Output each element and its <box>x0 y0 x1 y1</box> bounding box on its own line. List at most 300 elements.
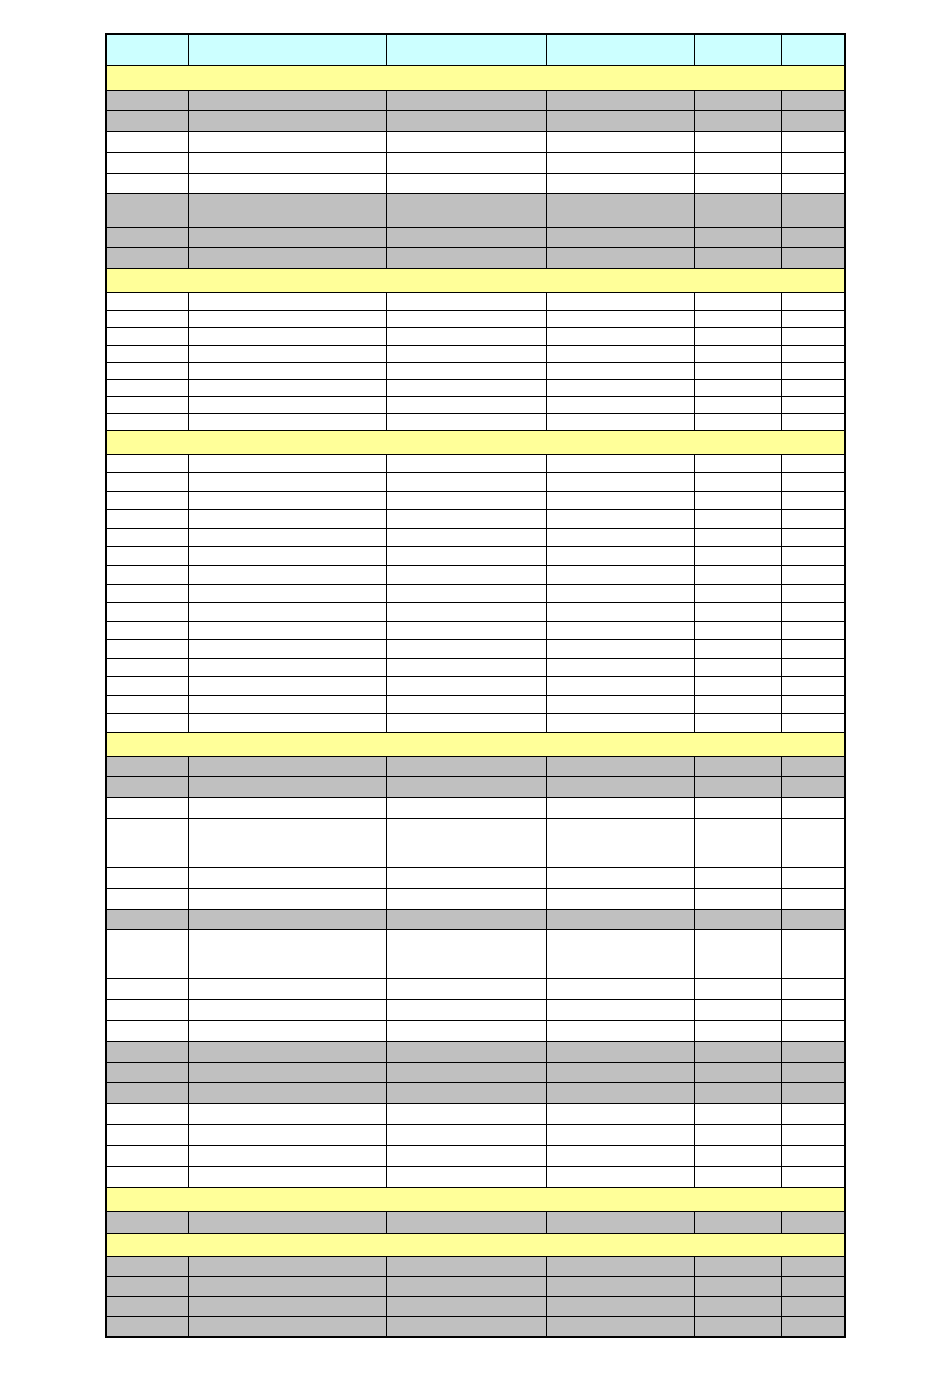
table-cell <box>547 910 695 929</box>
table-cell <box>782 363 846 379</box>
table-cell <box>189 473 387 491</box>
table-cell <box>189 174 387 193</box>
table-cell <box>547 346 695 362</box>
table-cell <box>695 91 782 110</box>
table-row <box>105 889 846 910</box>
table-cell <box>695 174 782 193</box>
table-cell <box>782 248 846 268</box>
table-cell <box>387 1104 547 1124</box>
table-cell <box>387 696 547 713</box>
table-cell <box>782 473 846 491</box>
table-cell <box>695 33 782 65</box>
table-cell <box>695 1277 782 1296</box>
table-row <box>105 363 846 380</box>
table-cell <box>547 1212 695 1233</box>
table-cell <box>782 868 846 888</box>
table-cell <box>189 1125 387 1145</box>
table-cell <box>547 455 695 472</box>
table-cell <box>782 1277 846 1296</box>
spreadsheet-table <box>105 33 846 1338</box>
table-cell <box>782 153 846 173</box>
table-cell <box>105 228 189 247</box>
table-cell <box>189 979 387 999</box>
table-cell <box>387 380 547 396</box>
table-cell <box>189 111 387 131</box>
table-cell <box>387 1063 547 1082</box>
table-cell <box>547 311 695 327</box>
table-cell <box>387 1167 547 1187</box>
table-cell <box>387 397 547 413</box>
table-cell <box>105 529 189 546</box>
table-row <box>105 510 846 529</box>
table-cell <box>695 1125 782 1145</box>
table-cell <box>387 640 547 658</box>
table-row <box>105 1277 846 1297</box>
table-cell <box>105 1021 189 1041</box>
table-cell <box>782 380 846 396</box>
table-cell <box>105 603 189 621</box>
header-row <box>105 33 846 66</box>
table-row <box>105 194 846 228</box>
table-cell <box>387 1297 547 1316</box>
table-cell <box>547 930 695 978</box>
table-cell <box>105 910 189 929</box>
table-cell <box>782 677 846 695</box>
table-cell <box>695 910 782 929</box>
table-cell <box>387 293 547 310</box>
table-cell <box>105 622 189 639</box>
table-cell <box>105 714 189 732</box>
table-cell <box>387 363 547 379</box>
table-cell <box>782 930 846 978</box>
table-cell <box>695 1063 782 1082</box>
table-cell <box>189 603 387 621</box>
table-cell <box>105 1042 189 1062</box>
table-cell <box>695 248 782 268</box>
table-row <box>105 1317 846 1338</box>
table-cell <box>387 1212 547 1233</box>
table-cell <box>189 1000 387 1020</box>
table-cell <box>547 111 695 131</box>
section-row <box>105 431 846 455</box>
table-cell <box>105 174 189 193</box>
table-row <box>105 677 846 696</box>
table-cell <box>387 547 547 565</box>
table-row <box>105 328 846 346</box>
table-cell <box>695 311 782 327</box>
table-cell <box>547 132 695 152</box>
table-cell <box>189 1317 387 1337</box>
table-cell <box>695 111 782 131</box>
table-cell <box>695 1257 782 1276</box>
table-cell <box>189 1021 387 1041</box>
table-cell <box>189 1083 387 1103</box>
table-cell <box>695 1212 782 1233</box>
table-cell <box>695 714 782 732</box>
table-cell <box>105 455 189 472</box>
table-cell <box>105 677 189 695</box>
table-cell <box>782 455 846 472</box>
table-cell <box>387 1021 547 1041</box>
table-cell <box>695 346 782 362</box>
table-cell <box>547 174 695 193</box>
table-cell <box>782 529 846 546</box>
table-cell <box>105 1277 189 1296</box>
table-row <box>105 1297 846 1317</box>
table-cell <box>105 757 189 776</box>
table-cell <box>695 397 782 413</box>
table-cell <box>189 585 387 602</box>
table-cell <box>547 1257 695 1276</box>
table-cell <box>189 363 387 379</box>
table-cell <box>189 547 387 565</box>
table-cell <box>387 194 547 227</box>
table-cell <box>782 547 846 565</box>
table-cell <box>387 1000 547 1020</box>
table-cell <box>547 194 695 227</box>
table-cell <box>189 622 387 639</box>
table-cell <box>547 1277 695 1296</box>
table-cell <box>782 585 846 602</box>
table-cell <box>782 1297 846 1316</box>
table-cell <box>189 346 387 362</box>
table-cell <box>695 547 782 565</box>
table-cell <box>695 798 782 818</box>
table-cell <box>547 492 695 509</box>
table-cell <box>782 293 846 310</box>
table-cell <box>387 585 547 602</box>
table-row <box>105 585 846 603</box>
table-cell <box>695 1104 782 1124</box>
table-cell <box>387 1083 547 1103</box>
table-cell <box>782 1042 846 1062</box>
table-row <box>105 153 846 174</box>
table-cell <box>695 603 782 621</box>
table-cell <box>189 228 387 247</box>
table-row <box>105 547 846 566</box>
table-cell <box>547 547 695 565</box>
table-cell <box>105 1104 189 1124</box>
table-cell <box>547 1063 695 1082</box>
table-cell <box>105 363 189 379</box>
table-cell <box>105 547 189 565</box>
table-cell <box>695 414 782 430</box>
table-cell <box>105 1297 189 1316</box>
table-cell <box>695 777 782 797</box>
table-cell <box>547 819 695 867</box>
table-cell <box>105 1212 189 1233</box>
table-cell <box>782 1317 846 1337</box>
table-cell <box>387 603 547 621</box>
table-cell <box>782 492 846 509</box>
table-cell <box>547 777 695 797</box>
table-cell <box>782 111 846 131</box>
table-cell <box>782 228 846 247</box>
table-row <box>105 566 846 585</box>
section-row <box>105 1188 846 1212</box>
table-cell <box>782 132 846 152</box>
table-cell <box>547 1042 695 1062</box>
table-cell <box>782 777 846 797</box>
table-row <box>105 91 846 111</box>
table-cell <box>105 777 189 797</box>
table-cell <box>782 714 846 732</box>
table-cell <box>105 346 189 362</box>
table-cell <box>547 414 695 430</box>
table-cell <box>387 111 547 131</box>
table-cell <box>782 1104 846 1124</box>
table-cell <box>695 585 782 602</box>
table-row <box>105 132 846 153</box>
table-row <box>105 819 846 868</box>
table-row <box>105 622 846 640</box>
table-cell <box>547 473 695 491</box>
table-cell <box>387 473 547 491</box>
table-cell <box>547 696 695 713</box>
table-cell <box>695 979 782 999</box>
table-cell <box>105 585 189 602</box>
table-cell <box>695 677 782 695</box>
table-cell <box>782 757 846 776</box>
table-cell <box>189 1257 387 1276</box>
table-cell <box>547 979 695 999</box>
table-cell <box>105 1063 189 1082</box>
table-cell <box>189 1063 387 1082</box>
table-cell <box>105 473 189 491</box>
table-cell <box>189 414 387 430</box>
table-row <box>105 414 846 431</box>
table-cell <box>189 757 387 776</box>
table-cell <box>105 248 189 268</box>
table-cell <box>189 696 387 713</box>
table-cell <box>105 132 189 152</box>
table-row <box>105 1167 846 1188</box>
table-cell <box>547 33 695 65</box>
table-row <box>105 1257 846 1277</box>
table-cell <box>782 397 846 413</box>
table-cell <box>189 91 387 110</box>
table-cell <box>387 311 547 327</box>
table-cell <box>782 174 846 193</box>
table-cell <box>387 153 547 173</box>
table-cell <box>695 868 782 888</box>
table-cell <box>105 979 189 999</box>
table-cell <box>105 510 189 528</box>
table-cell <box>105 33 189 65</box>
table-cell <box>189 777 387 797</box>
table-cell <box>387 677 547 695</box>
table-cell <box>782 510 846 528</box>
table-cell <box>547 91 695 110</box>
table-cell <box>782 328 846 345</box>
table-cell <box>387 328 547 345</box>
table-cell <box>387 889 547 909</box>
table-cell <box>547 566 695 584</box>
table-cell <box>695 1083 782 1103</box>
table-cell <box>387 346 547 362</box>
table-cell <box>387 174 547 193</box>
table-row <box>105 529 846 547</box>
table-row <box>105 777 846 798</box>
table-cell <box>695 328 782 345</box>
table-cell <box>387 33 547 65</box>
section-row <box>105 269 846 293</box>
table-cell <box>105 311 189 327</box>
table-cell <box>782 414 846 430</box>
table-cell <box>695 153 782 173</box>
table-cell <box>547 228 695 247</box>
table-row <box>105 910 846 930</box>
table-cell <box>695 1000 782 1020</box>
table-cell <box>189 194 387 227</box>
table-cell <box>547 714 695 732</box>
table-cell <box>695 640 782 658</box>
table-cell <box>782 1212 846 1233</box>
table-cell <box>547 293 695 310</box>
table-cell <box>189 714 387 732</box>
table-row <box>105 696 846 714</box>
table-cell <box>387 1277 547 1296</box>
table-cell <box>387 714 547 732</box>
table-cell <box>189 819 387 867</box>
table-cell <box>189 930 387 978</box>
table-cell <box>547 380 695 396</box>
table-cell <box>695 930 782 978</box>
table-cell <box>782 91 846 110</box>
table-cell <box>695 363 782 379</box>
table-cell <box>105 397 189 413</box>
table-cell <box>547 622 695 639</box>
table-cell <box>547 153 695 173</box>
table-cell <box>695 194 782 227</box>
table-cell <box>105 380 189 396</box>
table-cell <box>547 757 695 776</box>
section-row <box>105 733 846 757</box>
table-body <box>105 33 846 1338</box>
table-row <box>105 1212 846 1234</box>
table-cell <box>387 492 547 509</box>
table-cell <box>105 194 189 227</box>
table-cell <box>695 1146 782 1166</box>
table-cell <box>782 798 846 818</box>
table-cell <box>387 1317 547 1337</box>
table-cell <box>547 248 695 268</box>
table-cell <box>189 677 387 695</box>
table-cell <box>782 603 846 621</box>
table-cell <box>695 757 782 776</box>
table-cell <box>189 1042 387 1062</box>
table-cell <box>105 1257 189 1276</box>
table-cell <box>547 585 695 602</box>
table-cell <box>387 228 547 247</box>
table-row <box>105 1021 846 1042</box>
table-cell <box>189 1104 387 1124</box>
table-row <box>105 1104 846 1125</box>
table-cell <box>105 930 189 978</box>
table-cell <box>105 111 189 131</box>
table-cell <box>105 659 189 676</box>
table-cell <box>189 910 387 929</box>
table-cell <box>387 659 547 676</box>
table-cell <box>387 455 547 472</box>
table-cell <box>387 868 547 888</box>
table-row <box>105 111 846 132</box>
section-row <box>105 1234 846 1257</box>
table-cell <box>387 798 547 818</box>
table-cell <box>387 757 547 776</box>
table-row <box>105 1063 846 1083</box>
table-cell <box>189 455 387 472</box>
table-cell <box>547 1083 695 1103</box>
table-cell <box>105 640 189 658</box>
table-cell <box>782 346 846 362</box>
table-row <box>105 798 846 819</box>
table-cell <box>547 1146 695 1166</box>
table-row <box>105 930 846 979</box>
table-cell <box>547 1167 695 1187</box>
table-cell <box>695 1042 782 1062</box>
table-cell <box>105 868 189 888</box>
table-cell <box>189 132 387 152</box>
table-row <box>105 868 846 889</box>
table-cell <box>105 328 189 345</box>
table-cell <box>782 311 846 327</box>
table-cell <box>547 363 695 379</box>
table-cell <box>189 248 387 268</box>
table-row <box>105 1125 846 1146</box>
table-cell <box>387 1125 547 1145</box>
table-row <box>105 492 846 510</box>
table-cell <box>105 1167 189 1187</box>
table-cell <box>105 1000 189 1020</box>
table-cell <box>387 529 547 546</box>
table-cell <box>189 529 387 546</box>
table-cell <box>105 819 189 867</box>
table-row <box>105 1042 846 1063</box>
table-cell <box>547 603 695 621</box>
table-cell <box>387 414 547 430</box>
table-cell <box>189 380 387 396</box>
table-cell <box>695 566 782 584</box>
table-row <box>105 174 846 194</box>
table-cell <box>695 1167 782 1187</box>
table-cell <box>105 492 189 509</box>
table-cell <box>695 659 782 676</box>
table-cell <box>189 798 387 818</box>
table-cell <box>782 910 846 929</box>
table-cell <box>782 889 846 909</box>
table-cell <box>782 659 846 676</box>
table-cell <box>782 33 846 65</box>
table-cell <box>105 1125 189 1145</box>
table-cell <box>105 889 189 909</box>
table-cell <box>782 566 846 584</box>
table-cell <box>782 1146 846 1166</box>
table-cell <box>189 566 387 584</box>
table-cell <box>189 510 387 528</box>
table-cell <box>189 293 387 310</box>
table-cell <box>387 1257 547 1276</box>
table-cell <box>695 819 782 867</box>
table-cell <box>547 640 695 658</box>
table-cell <box>105 91 189 110</box>
table-cell <box>782 696 846 713</box>
table-row <box>105 757 846 777</box>
table-cell <box>547 328 695 345</box>
table-row <box>105 397 846 414</box>
table-cell <box>782 622 846 639</box>
table-row <box>105 1000 846 1021</box>
